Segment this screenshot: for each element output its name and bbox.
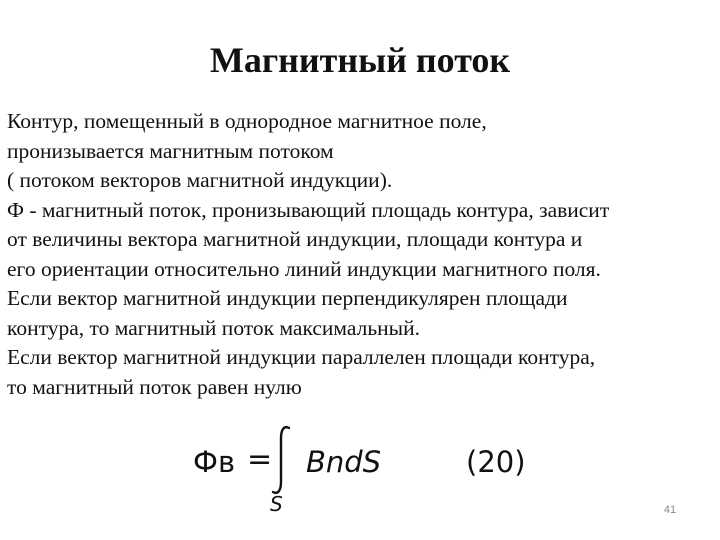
- body-line: Контур, помещенный в однородное магнитное поле,: [7, 109, 487, 133]
- body-line: то магнитный поток равен нулю: [7, 374, 302, 399]
- formula-integrand: BndS: [306, 445, 382, 479]
- magnetic-flux-formula: [190, 424, 550, 524]
- body-line: ( потоком векторов магнитной индукции).: [7, 168, 393, 192]
- body-line: пронизывается магнитным потоком: [7, 138, 334, 163]
- formula-equals: =: [247, 442, 273, 477]
- slide-title: Магнитный поток: [209, 40, 511, 80]
- body-line: контура, то магнитный поток максимальный.: [7, 315, 420, 340]
- body-text: [7, 107, 717, 402]
- formula-lhs: Фв: [193, 445, 236, 479]
- integral-sign-icon: [267, 424, 297, 496]
- body-line: Ф - магнитный поток, пронизывающий площадь контура, зависит: [7, 197, 610, 222]
- body-line: от величины вектора магнитной индукции, площади контура и: [7, 227, 583, 251]
- body-line: Если вектор магнитной индукции перпендикулярен площади: [7, 286, 568, 310]
- page-number: 41: [663, 504, 677, 516]
- equation-number: (20): [466, 445, 526, 479]
- integral-subscript: S: [270, 492, 283, 516]
- body-line: Если вектор магнитной индукции параллелен площади контура,: [7, 345, 596, 369]
- body-line: его ориентации относительно линий индукции магнитного поля.: [7, 256, 601, 281]
